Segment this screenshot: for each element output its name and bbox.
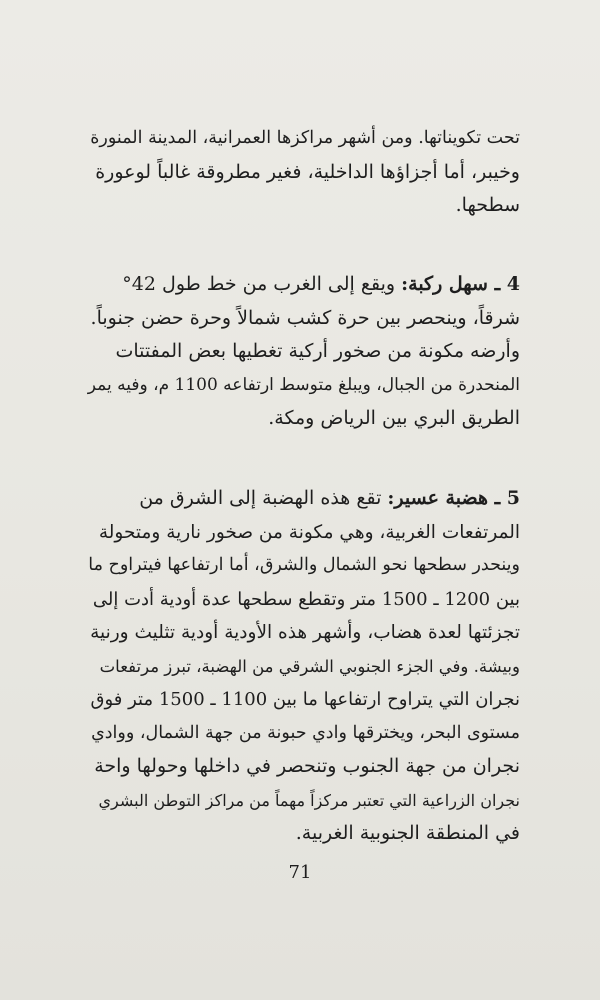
text-line: تجزئتها لعدة هضاب، وأشهر هذه الأودية أودية تثليث ورنية — [90, 622, 520, 643]
paragraph-asir-plateau — [88, 482, 520, 851]
text-line — [88, 268, 520, 302]
text-line: المنحدرة من الجبال، ويبلغ متوسط ارتفاعه 1100 م، وفيه يمر — [87, 374, 520, 395]
text-line: سطحها. — [455, 194, 520, 216]
paragraph-1 — [88, 122, 520, 223]
text-line: تحت تكويناتها. ومن أشهر مراكزها العمرانية، المدينة المنورة — [90, 128, 520, 148]
text-line: وأرضه مكونة من صخور أركية تغطيها بعض المفتتات — [115, 340, 520, 362]
text-line: وخيبر، أما أجزاؤها الداخلية، فغير مطروقة غالباً لوعورة — [95, 160, 520, 183]
text-line: مستوى البحر، ويخترقها وادي حبونة من جهة الشمال، ووادي — [91, 722, 520, 743]
text-line: المرتفعات الغربية، وهي مكونة من صخور نارية ومتحولة — [98, 521, 520, 543]
text-line: وبيشة. وفي الجزء الجنوبي الشرقي من الهضبة، تبرز مرتفعات — [99, 656, 520, 676]
text-line: وينحدر سطحها نحو الشمال والشرق، أما ارتفاعها فيتراوح ما — [88, 555, 520, 575]
text-line: بين 1200 ـ 1500 متر وتقطع سطحها عدة أودية أدت إلى — [92, 588, 520, 610]
paragraph-sahl-rukba — [88, 268, 520, 436]
section-heading-5: 5 ـ هضبة عسير: — [387, 487, 520, 509]
text-line: نجران من جهة الجنوب وتنحصر في داخلها وحولها واحة — [94, 755, 520, 777]
text-line: نجران التي يتراوح ارتفاعها ما بين 1100 ـ 1500 متر فوق — [90, 689, 520, 710]
text-line-content: تقع هذه الهضبة إلى الشرق من — [139, 487, 382, 509]
text-line: الطريق البري بين الرياض ومكة. — [268, 407, 520, 429]
text-line: في المنطقة الجنوبية الغربية. — [295, 822, 520, 844]
text-line: نجران الزراعية التي تعتبر مركزاً مهماً من مراكز التوطن البشري — [98, 790, 520, 810]
page-number: 71 — [288, 862, 312, 883]
text-line — [88, 482, 520, 516]
text-line-content: ويقع إلى الغرب من خط طول 42° — [122, 273, 396, 295]
text-line: شرقاً، وينحصر بين حرة كشب شمالاً وحرة حضن جنوباً. — [90, 306, 520, 329]
section-heading-4: 4 ـ سهل ركبة: — [401, 273, 520, 295]
